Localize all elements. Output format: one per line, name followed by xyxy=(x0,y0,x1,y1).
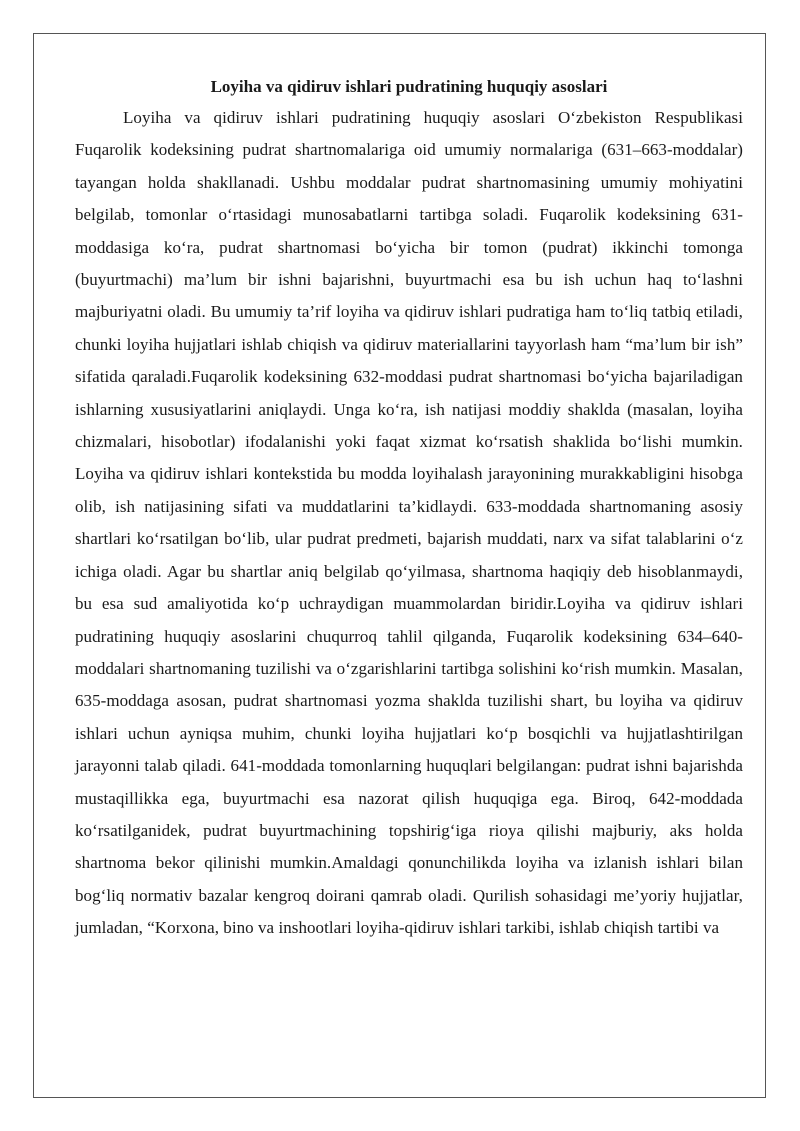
document-title: Loyiha va qidiruv ishlari pudratining huquqiy asoslari xyxy=(210,77,608,96)
body-paragraph: Loyiha va qidiruv ishlari pudratining huquqiy asoslari O‘zbekiston Respublikasi Fuqarolik kodeksining pudrat shartnomalariga oid umumiy normalariga (631–663-moddalar) tayangan holda shakllanadi. Ushbu moddalar pudrat shartnomasining umumiy mohiyatini belgilab, tomonlar o‘rtasidagi munosabatlarni tartibga soladi. Fuqarolik kodeksining 631-moddasiga ko‘ra, pudrat shartnomasi bo‘yicha bir tomon (pudrat) ikkinchi tomonga (buyurtmachi) ma’lum bir ishni bajarishni, buyurtmachi esa bu ish uchun haq to‘lashni majburiyatni oladi. Bu umumiy ta’rif loyiha va qidiruv ishlari pudratiga ham to‘liq tatbiq etiladi, chunki loyiha hujjatlari ishlab chiqish va qidiruv materiallarini tayyorlash ham “ma’lum bir ish” sifatida qaraladi.Fuqarolik kodeksining 632-moddasi pudrat shartnomasi bo‘yicha bajariladigan ishlarning xususiyatlarini aniqlaydi. Unga ko‘ra, ish natijasi moddiy shaklda (masalan, loyiha chizmalari, hisobotlar) ifodalanishi yoki faqat xizmat ko‘rsatish shaklida bo‘lishi mumkin. Loyiha va qidiruv ishlari kontekstida bu modda loyihalash jarayonining murakkabligini hisobga olib, ish natijasining sifati va muddatlarini ta’kidlaydi. 633-moddada shartnomaning asosiy shartlari ko‘rsatilgan bo‘lib, ular pudrat predmeti, bajarish muddati, narx va sifat talablarini o‘z ichiga oladi. Agar bu shartlar aniq belgilab qo‘yilmasa, shartnoma haqiqiy deb hisoblanmaydi, bu esa sud amaliyotida ko‘p uchraydigan muammolardan biridir.Loyiha va qidiruv ishlari pudratining huquqiy asoslarini chuqurroq tahlil qilganda, Fuqarolik kodeksining 634–640-moddalari shartnomaning tuzilishi va o‘zgarishlarini tartibga solishini ko‘rish mumkin. Masalan, 635-moddaga asosan, pudrat shartnomasi yozma shaklda tuzilishi shart, bu loyiha va qidiruv ishlari uchun ayniqsa muhim, chunki loyiha hujjatlari ko‘p bosqichli va hujjatlashtirilgan jarayonni talab qiladi. 641-moddada tomonlarning huquqlari belgilangan: pudrat ishni bajarishda mustaqillikka ega, buyurtmachi esa nazorat qilish huquqiga ega. Biroq, 642-moddada ko‘rsatilganidek, pudrat buyurtmachining topshirig‘iga rioya qilishi majburiy, aks holda shartnoma bekor qilinishi mumkin.Amaldagi qonunchilikda loyiha va izlanish ishlari bilan bog‘liq normativ bazalar kengroq doirani qamrab oladi. Qurilish sohasidagi me’yoriy hujjatlar, jumladan, “Korxona, bino va inshootlari loyiha-qidiruv ishlari tarkibi, ishlab chiqish tartibi va xyxy=(75,108,743,938)
document-page xyxy=(75,74,743,945)
